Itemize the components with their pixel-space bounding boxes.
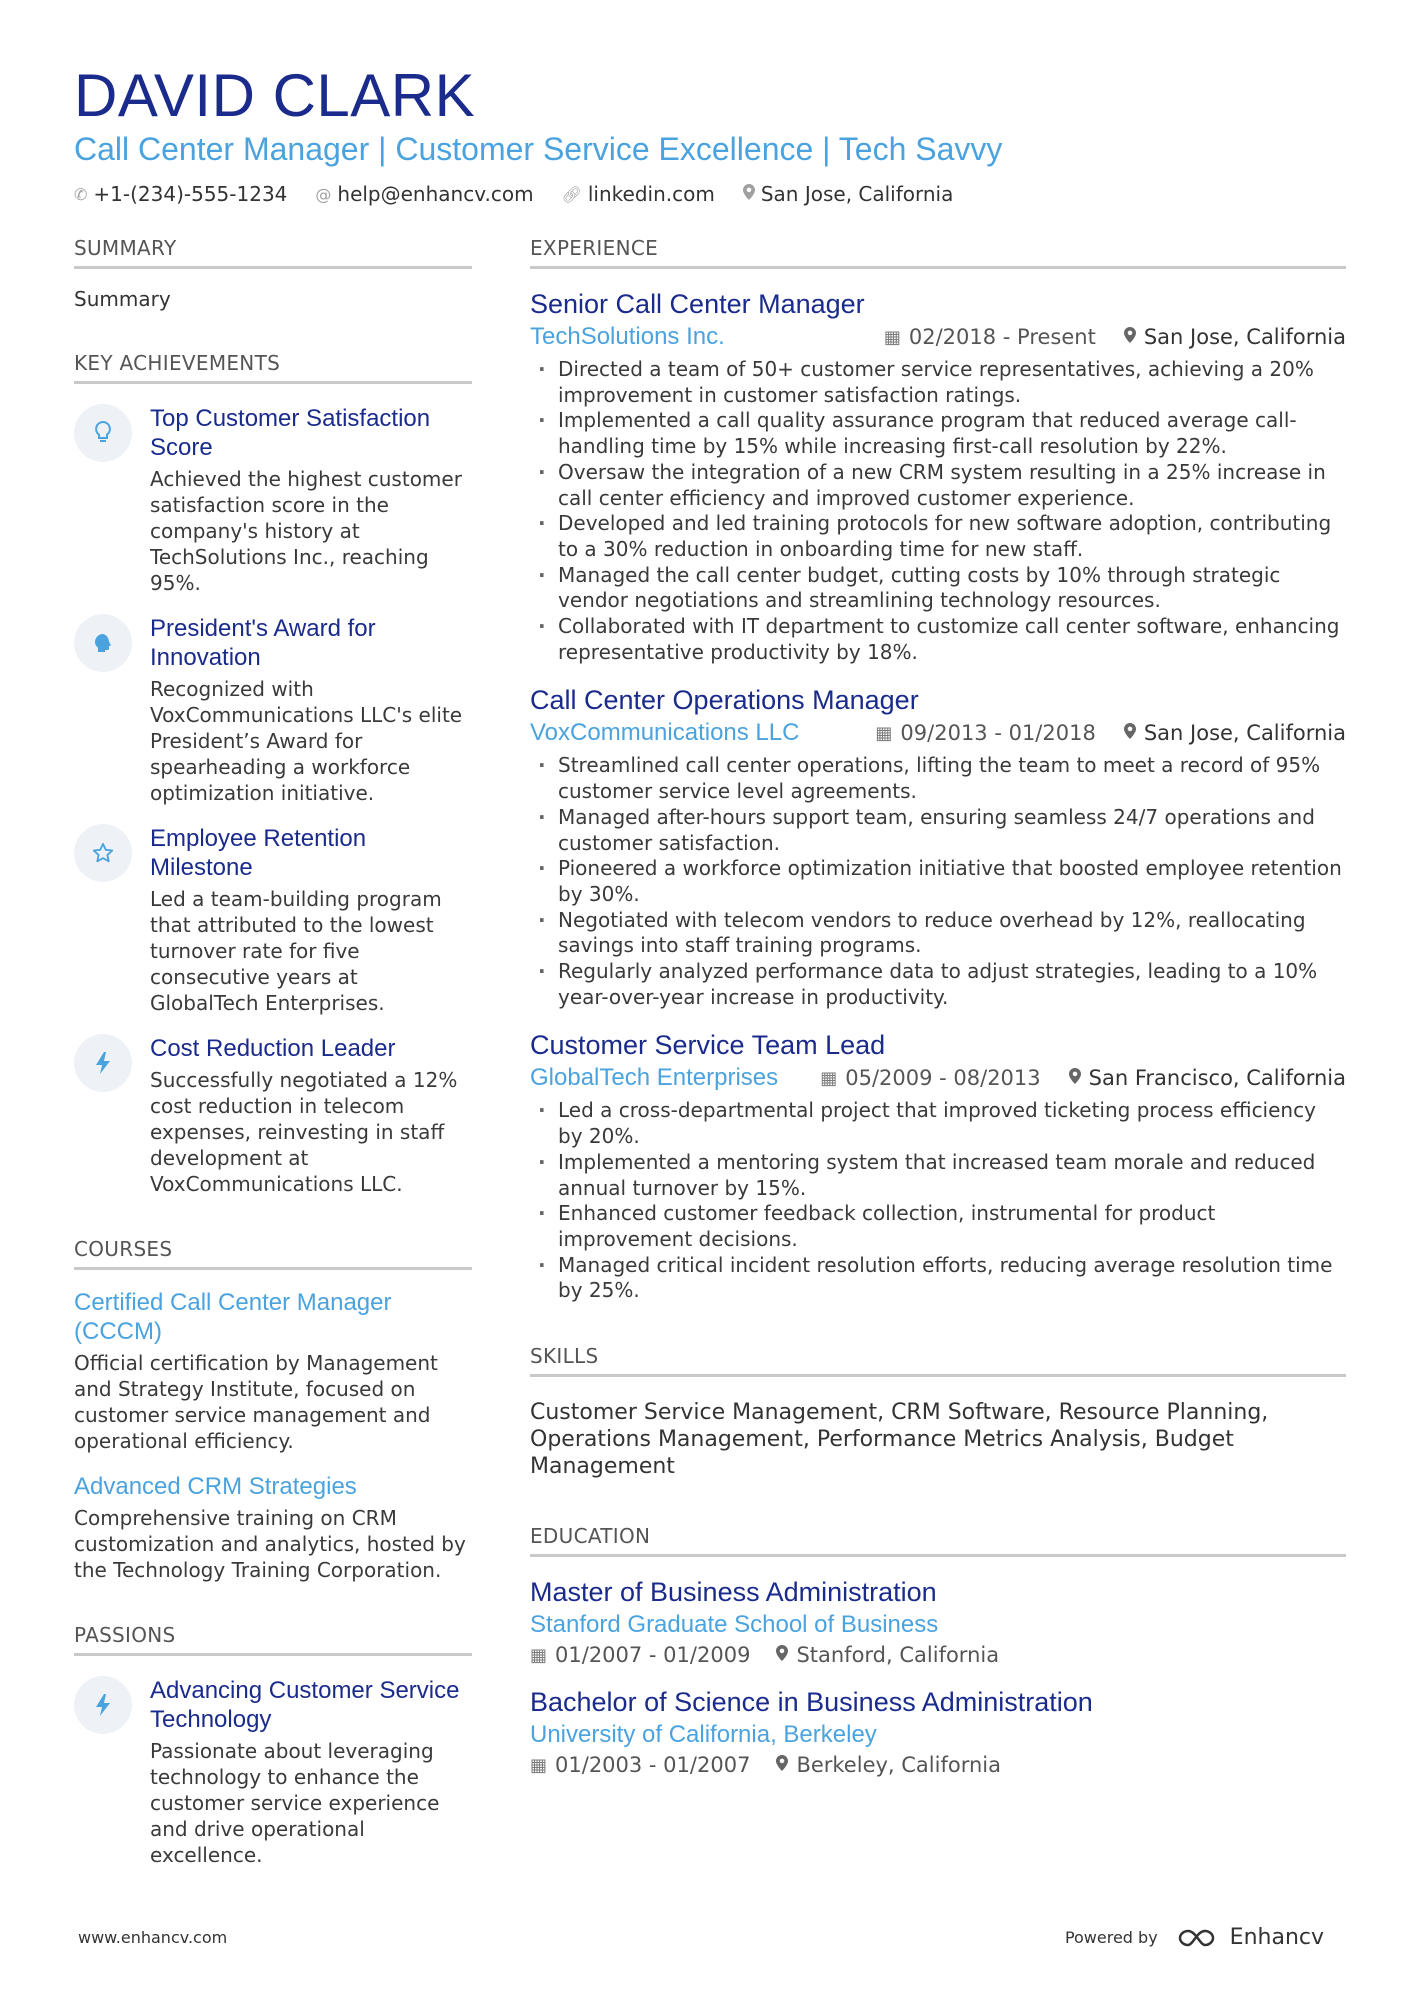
course-desc: Official certification by Management and Strategy Institute, focused on customer service management and operational efficiency.	[74, 1351, 438, 1453]
list-item: · Regularly analyzed performance data to adjust strategies, leading to a 10% year-over-year increase in productivity.	[530, 959, 1346, 1010]
calendar-icon: ▦	[875, 722, 893, 744]
job-location: San Francisco, California	[1088, 1066, 1346, 1091]
page-footer	[78, 1925, 1324, 1950]
edu-location: Stanford, California	[796, 1643, 1000, 1668]
job-bullets	[530, 753, 1346, 1010]
skills-heading: SKILLS	[530, 1344, 1346, 1377]
list-item: · Developed and led training protocols for new software adoption, contributing to a 30% reduction in onboarding time for new staff.	[530, 511, 1346, 562]
left-column	[74, 236, 472, 1868]
candidate-name: DAVID CLARK	[74, 62, 476, 129]
passion-desc: Passionate about leveraging technology to enhance the customer service experience and drive operational excellence.	[150, 1739, 440, 1867]
achievement-item	[74, 824, 472, 1016]
at-icon: @	[315, 184, 332, 204]
school-name: Stanford Graduate School of Business	[530, 1611, 939, 1639]
list-item: · Oversaw the integration of a new CRM system resulting in a 25% increase in call center efficiency and improved customer experience.	[530, 460, 1346, 511]
list-item: · Managed critical incident resolution efforts, reducing average resolution time by 25%.	[530, 1253, 1346, 1304]
passion-item	[74, 1676, 472, 1868]
job-date: 09/2013 - 01/2018	[900, 721, 1096, 746]
list-item: · Directed a team of 50+ customer service representatives, achieving a 20% improvement in customer satisfaction ratings.	[530, 357, 1346, 408]
contact-email[interactable]	[315, 182, 533, 206]
job-entry	[530, 683, 1346, 1010]
degree-title: Bachelor of Science in Business Administration	[530, 1687, 1093, 1718]
job-bullets	[530, 1098, 1346, 1304]
courses-heading: COURSES	[74, 1237, 472, 1270]
email-text: help@enhancv.com	[337, 182, 534, 206]
list-item: · Pioneered a workforce optimization initiative that boosted employee retention by 30%.	[530, 856, 1346, 907]
location-pin-icon	[1069, 1068, 1081, 1089]
course-desc: Comprehensive training on CRM customization and analytics, hosted by the Technology Training Corporation.	[74, 1506, 466, 1582]
contact-location	[743, 182, 954, 206]
course-title: Certified Call Center Manager (CCCM)	[74, 1289, 392, 1345]
contact-phone[interactable]	[74, 182, 287, 206]
right-column	[530, 236, 1346, 1777]
education-entry	[530, 1685, 1346, 1777]
company-name: VoxCommunications LLC	[530, 719, 800, 747]
powered-by	[1065, 1925, 1324, 1950]
summary-heading: SUMMARY	[74, 236, 472, 269]
edu-date: 01/2003 - 01/2007	[555, 1753, 751, 1778]
achievements-heading: KEY ACHIEVEMENTS	[74, 351, 472, 384]
calendar-icon: ▦	[530, 1644, 548, 1666]
phone-icon: ✆	[74, 184, 88, 204]
bolt-icon	[74, 1034, 132, 1092]
passions-heading: PASSIONS	[74, 1623, 472, 1656]
head-icon	[74, 614, 132, 672]
job-date: 02/2018 - Present	[908, 325, 1096, 349]
calendar-icon: ▦	[883, 326, 901, 348]
experience-heading: EXPERIENCE	[530, 236, 1346, 269]
infinity-icon	[1176, 1927, 1222, 1949]
achievement-desc: Successfully negotiated a 12% cost reduction in telecom expenses, reinvesting in staff development at VoxCommunications LLC.	[150, 1068, 458, 1196]
location-pin-icon	[776, 1645, 788, 1666]
calendar-icon: ▦	[820, 1067, 838, 1089]
achievement-desc: Led a team-building program that attributed to the lowest turnover rate for five consecutive years at GlobalTech Enterprises.	[150, 887, 442, 1015]
linkedin-text: linkedin.com	[587, 182, 715, 206]
course-item	[74, 1472, 472, 1583]
job-entry	[530, 287, 1346, 665]
resume-header	[74, 62, 1350, 206]
list-item: · Implemented a mentoring system that increased team morale and reduced annual turnover by 15%.	[530, 1150, 1346, 1201]
footer-website[interactable]: www.enhancv.com	[78, 1928, 228, 1947]
achievement-item	[74, 614, 472, 806]
location-pin-icon	[776, 1755, 788, 1776]
achievement-title: President's Award for Innovation	[150, 615, 376, 671]
course-item	[74, 1288, 472, 1454]
candidate-title: Call Center Manager | Customer Service Excellence | Tech Savvy	[74, 131, 1003, 167]
job-date: 05/2009 - 08/2013	[845, 1066, 1041, 1091]
company-name: TechSolutions Inc.	[530, 323, 725, 350]
enhancv-logo[interactable]	[1176, 1925, 1324, 1950]
job-location: San Jose, California	[1143, 325, 1346, 349]
job-title: Customer Service Team Lead	[530, 1030, 886, 1061]
achievement-desc: Achieved the highest customer satisfaction score in the company's history at TechSolutions Inc., reaching 95%.	[150, 467, 462, 595]
company-name: GlobalTech Enterprises	[530, 1064, 779, 1092]
job-title: Call Center Operations Manager	[530, 685, 919, 716]
achievement-title: Employee Retention Milestone	[150, 825, 367, 881]
edu-date: 01/2007 - 01/2009	[555, 1643, 751, 1668]
list-item: · Managed the call center budget, cutting costs by 10% through strategic vendor negotiations and streamlining technology resources.	[530, 563, 1346, 614]
education-entry	[530, 1575, 1346, 1667]
list-item: · Implemented a call quality assurance program that reduced average call-handling time by 15% while increasing first-call resolution by 22%.	[530, 408, 1346, 459]
achievement-item	[74, 404, 472, 596]
summary-text: Summary	[74, 287, 171, 311]
achievement-item	[74, 1034, 472, 1197]
contact-row	[74, 182, 1350, 206]
achievement-desc: Recognized with VoxCommunications LLC's elite President’s Award for spearheading a workforce optimization initiative.	[150, 677, 463, 805]
brand-name: Enhancv	[1229, 1925, 1324, 1950]
contact-linkedin[interactable]	[562, 182, 715, 206]
education-heading: EDUCATION	[530, 1524, 1346, 1557]
list-item: · Led a cross-departmental project that improved ticketing process efficiency by 20%.	[530, 1098, 1346, 1149]
lightbulb-icon	[74, 404, 132, 462]
course-title: Advanced CRM Strategies	[74, 1473, 357, 1500]
skills-text: Customer Service Management, CRM Software, Resource Planning, Operations Management, Performance Metrics Analysis, Budget Management	[530, 1400, 1269, 1480]
location-pin-icon	[1124, 327, 1136, 348]
list-item: · Negotiated with telecom vendors to reduce overhead by 12%, reallocating savings into staff training programs.	[530, 908, 1346, 959]
location-pin-icon	[1124, 723, 1136, 744]
achievement-title: Top Customer Satisfaction Score	[150, 405, 431, 461]
powered-by-label: Powered by	[1064, 1928, 1158, 1947]
achievement-title: Cost Reduction Leader	[150, 1035, 396, 1062]
star-icon	[74, 824, 132, 882]
passion-title: Advancing Customer Service Technology	[150, 1677, 460, 1733]
list-item: · Managed after-hours support team, ensuring seamless 24/7 operations and customer satisfaction.	[530, 805, 1346, 856]
degree-title: Master of Business Administration	[530, 1577, 937, 1608]
list-item: · Collaborated with IT department to customize call center software, enhancing representative productivity by 18%.	[530, 614, 1346, 665]
list-item: · Streamlined call center operations, lifting the team to meet a record of 95% customer service level agreements.	[530, 753, 1346, 804]
bolt-icon	[74, 1676, 132, 1734]
location-text: San Jose, California	[760, 182, 954, 206]
location-pin-icon	[743, 184, 755, 204]
list-item: · Enhanced customer feedback collection, instrumental for product improvement decisions.	[530, 1201, 1346, 1252]
job-title: Senior Call Center Manager	[530, 289, 865, 319]
job-entry	[530, 1028, 1346, 1304]
job-bullets	[530, 357, 1346, 665]
link-icon: 🔗︎	[561, 184, 582, 204]
job-location: San Jose, California	[1143, 721, 1346, 746]
phone-text: +1-(234)-555-1234	[93, 182, 288, 206]
school-name: University of California, Berkeley	[530, 1721, 877, 1749]
calendar-icon: ▦	[530, 1754, 548, 1776]
edu-location: Berkeley, California	[796, 1753, 1001, 1778]
